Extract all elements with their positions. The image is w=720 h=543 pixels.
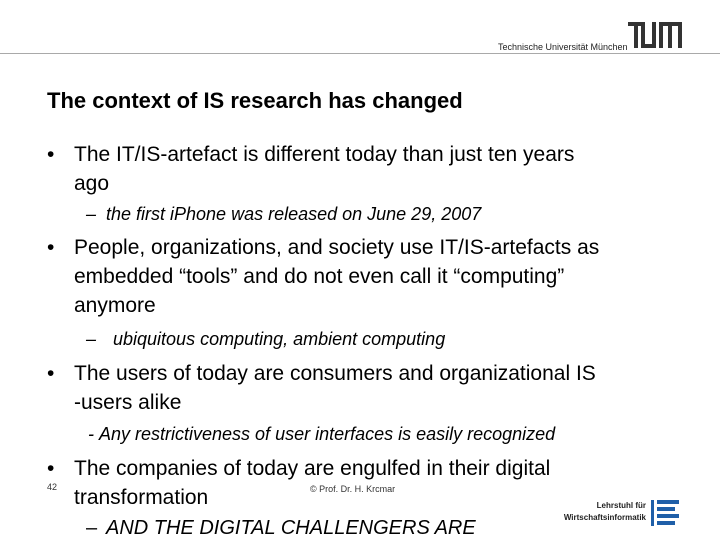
bullet-2-line: anymore bbox=[74, 294, 156, 317]
chair-logo bbox=[563, 497, 684, 533]
sub-bullet-3-text: Any restrictiveness of user interfaces is easily recognized bbox=[99, 424, 556, 444]
bullet-4-line: transformation bbox=[74, 486, 209, 509]
bullet-3-line: -users alike bbox=[74, 391, 182, 414]
bullet-2-line: People, organizations, and society use IT/IS-artefacts as bbox=[74, 236, 600, 259]
sub-bullet-2-text: ubiquitous computing, ambient computing bbox=[113, 329, 446, 349]
bullet-4-text bbox=[74, 454, 550, 512]
chair-logo-line-2: Wirtschaftsinformatik bbox=[563, 513, 646, 522]
sub-bullet-3-marker: - bbox=[88, 424, 94, 444]
sub-bullet-4-marker: – bbox=[86, 517, 98, 539]
bullet-4-line: The companies of today are engulfed in their digital bbox=[74, 457, 551, 480]
bullet-3-line: The users of today are consumers and organizational IS bbox=[74, 362, 596, 385]
slide-number: 42 bbox=[47, 482, 58, 492]
chair-logo-line-1: Lehrstuhl für bbox=[596, 501, 646, 510]
bullet-1-marker: • bbox=[47, 143, 55, 166]
sub-bullet-4-text: AND THE DIGITAL CHALLENGERS ARE bbox=[106, 517, 476, 539]
university-name: Technische Universität München bbox=[498, 42, 628, 52]
bullet-2-text bbox=[74, 233, 599, 320]
bullet-3-marker: • bbox=[47, 362, 55, 385]
tum-logo bbox=[628, 22, 682, 52]
bullet-2-marker: • bbox=[47, 236, 55, 259]
bullet-1-line: ago bbox=[74, 172, 110, 195]
slide-title: The context of IS research has changed bbox=[47, 88, 463, 113]
sub-bullet-2-marker: – bbox=[86, 329, 97, 349]
sub-bullet-1-marker: – bbox=[86, 204, 97, 224]
footer-credit: © Prof. Dr. H. Krcmar bbox=[310, 484, 396, 494]
bullet-2-line: embedded “tools” and do not even call it “computing” bbox=[74, 265, 565, 288]
header-divider bbox=[0, 53, 720, 54]
bullet-1-text bbox=[74, 140, 574, 198]
bullet-3-text bbox=[74, 359, 596, 417]
bullet-1-line: The IT/IS-artefact is different today than just ten years bbox=[74, 143, 575, 166]
bullet-4-marker: • bbox=[47, 457, 55, 480]
sub-bullet-1-text: the first iPhone was released on June 29, 2007 bbox=[106, 204, 482, 224]
